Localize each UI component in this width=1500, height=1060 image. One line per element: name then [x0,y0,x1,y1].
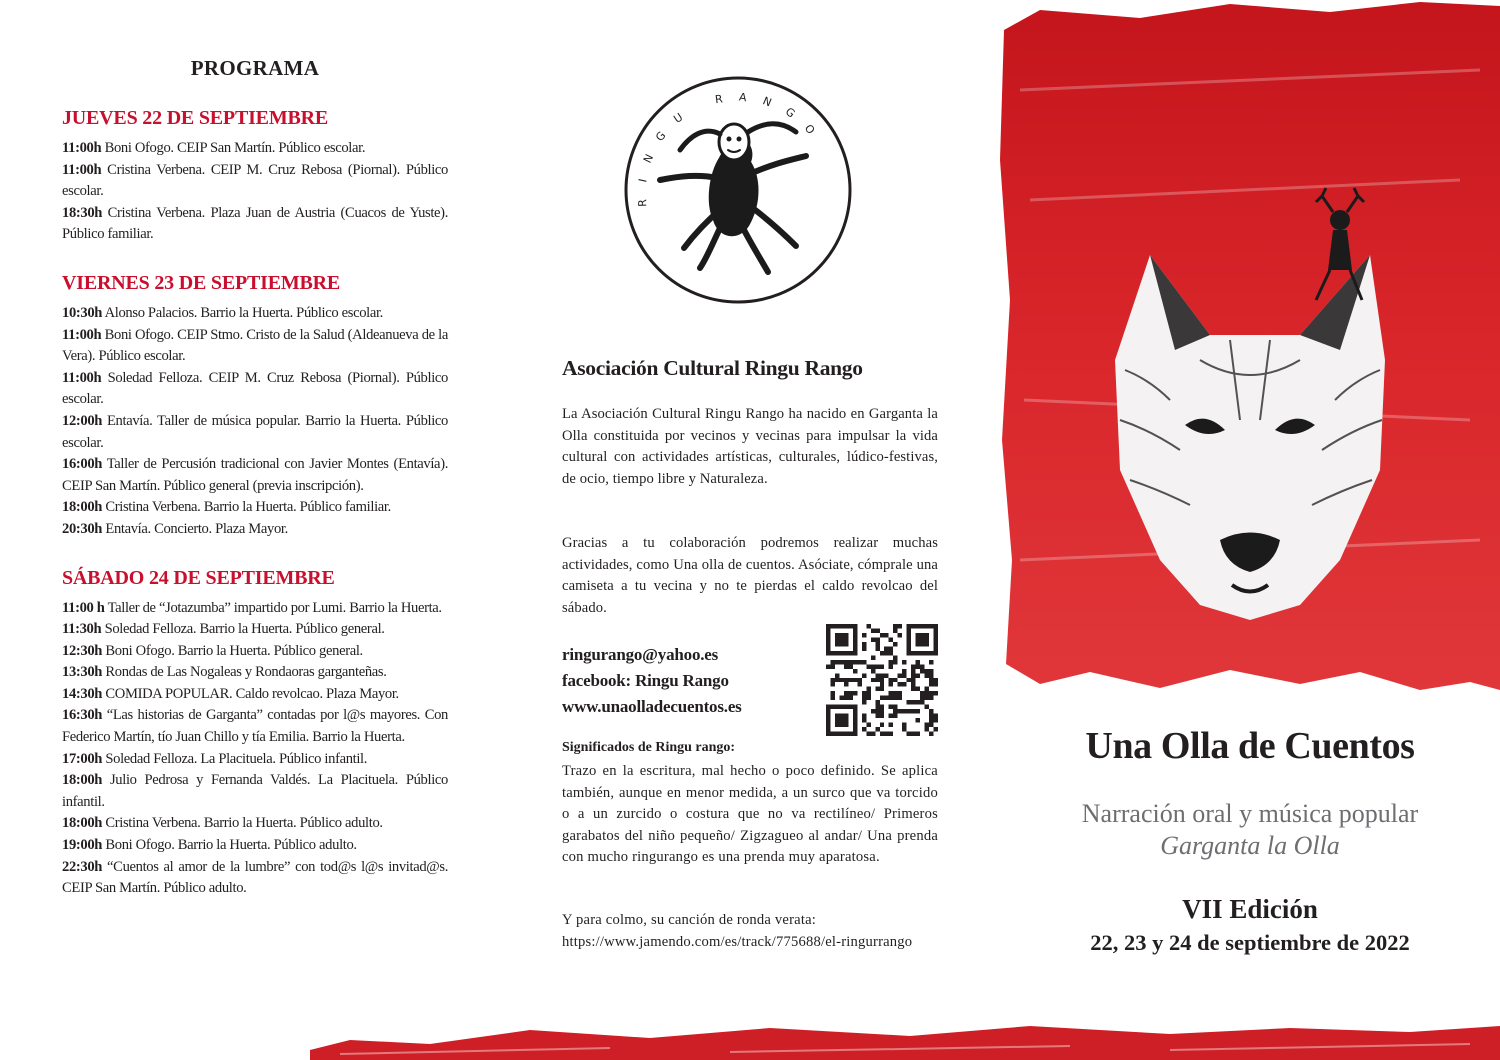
cover-subtitle: Narración oral y música popular [1081,799,1419,828]
event-time: 12:30h [62,642,103,659]
email-link[interactable]: ringurango@yahoo.es [562,645,719,664]
svg-text:RINGU RANGO: RINGU RANGO [635,90,827,207]
event-dates: 22, 23 y 24 de septiembre de 2022 [1090,930,1410,955]
event-time: 20:30h [62,520,103,537]
event-description: Rondas de Las Nogaleas y Rondaoras garganteñas. [102,664,387,681]
event-item [62,857,448,900]
event-time: 16:00h [62,456,103,473]
meaning-text: Trazo en la escritura, mal hecho o poco definido. Se aplica también, aunque en menor medida, a un surco que va torcido o a un zurcido o costura que no va rectilíneo/ Primeros garabatos del niño pequeño/ Zigzagueo al andar/ Una prenda con mucho ringurango es una prenda muy aparatosa. [562,763,938,866]
event-description: Entavía. Taller de música popular. Barrio la Huerta. Público escolar. [62,412,448,451]
event-description: Cristina Verbena. Barrio la Huerta. Público adulto. [102,815,383,832]
cover-place: Garganta la Olla [1160,831,1340,860]
event-item [62,368,448,411]
song-intro: Y para colmo, su canción de ronda verata: [562,912,817,928]
ringu-rango-logo [610,70,866,310]
cover-wolf-illustration [1000,0,1500,690]
event-description: Entavía. Concierto. Plaza Mayor. [102,520,288,537]
event-item [62,619,448,641]
event-time: 16:30h [62,707,103,724]
edition-label: VII Edición [1182,894,1318,924]
event-description: Cristina Verbena. CEIP M. Cruz Rebosa (Piornal). Público escolar. [62,161,448,200]
day-section [62,567,448,900]
event-description: Cristina Verbena. Barrio la Huerta. Público familiar. [102,499,391,516]
contact-block [562,642,742,720]
programme-panel [62,56,448,926]
event-description: Cristina Verbena. Plaza Juan de Austria (Cuacos de Yuste). Público familiar. [62,204,448,243]
event-item [62,770,448,813]
event-description: COMIDA POPULAR. Caldo revolcao. Plaza Mayor. [102,685,399,702]
song-block [562,910,938,953]
event-time: 11:00h [62,369,102,386]
song-link[interactable]: https://www.jamendo.com/es/track/775688/el-ringurrango [562,933,913,950]
event-description: Boni Ofogo. Barrio la Huerta. Público general. [102,642,363,659]
website-link[interactable]: www.unaolladecuentos.es [562,697,742,716]
programme-title: PROGRAMA [190,56,320,80]
meaning-heading: Significados de Ringu rango: [562,740,736,755]
event-description: Boni Ofogo. Barrio la Huerta. Público adulto. [102,837,357,854]
event-item [62,411,448,454]
event-item [62,662,448,684]
event-description: Taller de “Jotazumba” impartido por Lumi. Barrio la Huerta. [104,599,442,616]
event-item [62,684,448,706]
event-item [62,749,448,771]
event-item [62,598,448,620]
event-time: 14:30h [62,685,103,702]
event-description: Soledad Felloza. Barrio la Huerta. Público general. [101,621,385,638]
day-section [62,272,448,541]
day-heading: SÁBADO 24 DE SEPTIEMBRE [62,566,335,589]
event-description: Soledad Felloza. La Placituela. Público infantil. [102,750,368,767]
event-time: 18:30h [62,204,103,221]
association-description: La Asociación Cultural Ringu Rango ha nacido en Garganta la Olla constituida por vecinos y vecinas para impulsar la vida cultural con actividades artísticas, culturales, lúdico-festivas, de ocio, tiempo libre y Naturaleza. [562,406,938,487]
event-time: 22:30h [62,858,103,875]
event-item [62,519,448,541]
programme-days [62,107,448,900]
event-time: 11:00h [62,326,102,343]
event-time: 19:00h [62,837,103,854]
event-time: 13:30h [62,664,103,681]
event-time: 12:00h [62,412,103,429]
event-description: Taller de Percusión tradicional con Javier Montes (Entavía). CEIP San Martín. Público general (previa inscripción). [62,456,448,494]
event-time: 11:00 h [62,599,105,616]
event-description: Julio Pedrosa y Fernanda Valdés. La Placituela. Público infantil. [62,772,448,810]
event-description: Alonso Palacios. Barrio la Huerta. Público escolar. [102,304,383,321]
event-time: 18:00h [62,772,103,789]
event-item [62,160,448,203]
event-item [62,705,448,748]
event-item [62,303,448,325]
event-item [62,325,448,368]
day-section [62,107,448,246]
event-time: 18:00h [62,499,103,516]
cover-title: Una Olla de Cuentos [1085,725,1415,767]
association-title: Asociación Cultural Ringu Rango [562,356,863,380]
cover-subtitle-block [1000,798,1500,862]
bottom-red-brushstroke [310,1022,1500,1060]
event-item [62,203,448,246]
event-description: “Las historias de Garganta” contadas por l@s mayores. Con Federico Martín, tío Juan Chillo y tía Emilia. Barrio la Huerta. [62,707,448,746]
event-description: Boni Ofogo. CEIP Stmo. Cristo de la Salud (Aldeanueva de la Vera). Público escolar. [62,326,448,365]
event-time: 11:00h [62,161,102,178]
day-heading: VIERNES 23 DE SEPTIEMBRE [62,271,341,294]
event-time: 10:30h [62,304,103,321]
event-description: “Cuentos al amor de la lumbre” con tod@s l@s invitad@s. CEIP San Martín. Público adulto. [62,858,448,897]
event-item [62,641,448,663]
event-description: Soledad Felloza. CEIP M. Cruz Rebosa (Piornal). Público escolar. [62,369,448,408]
facebook-link[interactable]: facebook: Ringu Rango [562,671,729,690]
qr-code [826,624,938,736]
event-description: Boni Ofogo. CEIP San Martín. Público escolar. [101,140,366,156]
event-time: 18:00h [62,815,103,832]
event-time: 17:00h [62,750,103,767]
event-time: 11:00h [62,140,102,156]
event-item [62,497,448,519]
day-heading: JUEVES 22 DE SEPTIEMBRE [62,107,329,129]
event-item [62,454,448,497]
event-item [62,138,448,160]
event-item [62,835,448,857]
event-time: 11:30h [62,621,102,638]
collaboration-text: Gracias a tu colaboración podremos realizar muchas actividades, como Una olla de cuentos. Asóciate, cómprale una camiseta a tu vecina y no te pierdas el caldo revolcao del sábado. [562,535,938,616]
event-item [62,813,448,835]
